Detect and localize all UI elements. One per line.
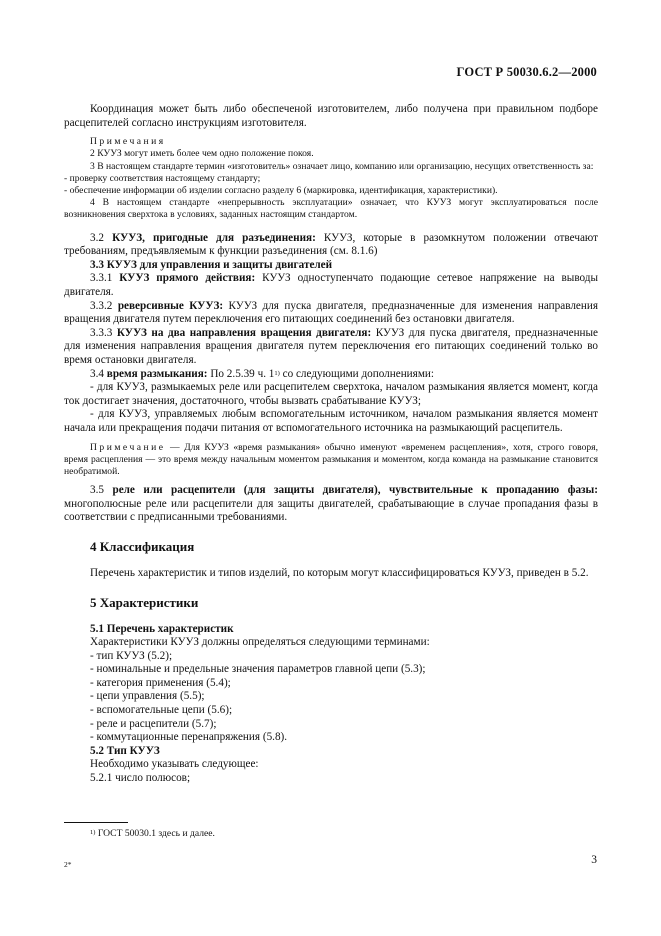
section-5-1-title: 5.1 Перечень характеристик (90, 622, 234, 635)
definition-3-4-bullet-1: - для КУУЗ, размыкаемых реле или расцепителем сверхтока, началом размыкания является момент, когда ток достигает значения, достаточного, чтобы вызвать срабатывание КУУЗ; (64, 381, 598, 407)
definition-3-4: 3.4 время размыкания: По 2.5.39 ч. 1$^{1)}$ со следующими дополнениями: (90, 367, 434, 380)
term-3-3-3: КУУЗ на два направления вращения двигателя: (116, 326, 372, 339)
section-5-heading: 5 Характеристики (90, 594, 199, 610)
footnote-ref: 1) (274, 369, 280, 377)
definition-3-2: 3.2 КУУЗ, пригодные для разъединения: КУУЗ, которые в разомкнутом положении отвечают требованиям, предъявляемым к функции разъединения (см. 8.1.6) (64, 231, 599, 258)
list-item: - номинальные и предельные значения параметров главной цепи (5.3); (90, 663, 426, 676)
sheet-mark: 2* (64, 860, 72, 869)
section-5-1-text: Характеристики КУУЗ должны определяться следующими терминами: (90, 636, 430, 649)
standard-code: ГОСТ Р 50030.6.2—2000 (456, 65, 597, 79)
page-number: 3 (591, 854, 597, 866)
note-3-bullet-1: - проверку соответствия настоящему стандарту; (64, 172, 261, 184)
note-3-4: Примечание — Для КУУЗ «время размыкания» обычно именуют «временем расцепления», хотя, строго говоря, время расцепления — это время между начальным моментом размыкания и моментом, когда команда на размыкание становится необратимой. (64, 441, 598, 477)
note-3: 3 В настоящем стандарте термин «изготовитель» означает лицо, компанию или организацию, несущих ответственность за: (90, 160, 594, 172)
footnote-divider (64, 822, 128, 823)
definition-3-3-1: 3.3.1 КУУЗ прямого действия: КУУЗ одноступенчато подающие сетевое напряжение на выводы двигателя. (64, 272, 598, 298)
section-3-3-title: 3.3 КУУЗ для управления и защиты двигателей (90, 258, 333, 271)
definition-3-3-3: 3.3.3 КУУЗ на два направления вращения двигателя: КУУЗ для пуска двигателя, предназначенные для изменения направления вращения двигателя путем переключения его питающих соединений только во время остановки двигателя. (64, 326, 599, 366)
list-item: - категория применения (5.4); (90, 676, 231, 689)
definition-3-4-bullet-2: - для КУУЗ, управляемых любым вспомогательным источником, началом размыкания является момент начала или прекращения подачи питания от вспомогательного источника на размыкающий расцепитель. (64, 408, 598, 434)
definition-3-5: 3.5 реле или расцепители (для защиты двигателя), чувствительные к пропаданию фазы: многополюсные реле или расцепители для защиты двигателей, срабатывающие в случае пропадания фазы в соответствии с предписанными требованиями. (64, 484, 598, 524)
term-3-4: время размыкания: (106, 367, 208, 380)
note-2: 2 КУУЗ могут иметь более чем одно положение покоя. (90, 148, 314, 160)
notes-title: Примечания (90, 136, 166, 148)
section-5-2-text: Необходимо указывать следующее: (90, 758, 259, 771)
note-3-bullet-2: - обеспечение информации об изделии согласно разделу 6 (маркировка, идентификация, характеристики). (64, 185, 498, 196)
section-4-text: Перечень характеристик и типов изделий, по которым могут классифицироваться КУУЗ, приведен в 5.2. (90, 566, 589, 579)
section-5-2-1: 5.2.1 число полюсов; (90, 772, 191, 785)
term-3-2: КУУЗ, пригодные для разъединения: (112, 231, 316, 244)
list-item: - вспомогательные цепи (5.6); (90, 704, 233, 717)
section-5-2-title: 5.2 Тип КУУЗ (90, 744, 160, 757)
note-4: 4 В настоящем стандарте «непрерывность эксплуатации» означает, что КУУЗ могут эксплуатироваться после возникновения сверхтока в условиях, заданных настоящим стандартом. (64, 197, 598, 221)
term-3-3-2: реверсивные КУУЗ: (117, 299, 224, 312)
intro-paragraph: Координация может быть либо обеспеченой изготовителем, либо получена при правильном подборе расцепителей согласно инструкциям изготовителя. (64, 103, 598, 129)
list-item: - коммутационные перенапряжения (5.8). (90, 731, 288, 744)
section-4-heading: 4 Классификация (90, 538, 195, 554)
term-3-5: реле или расцепители (для защиты двигателя), чувствительные к пропаданию фазы: (112, 484, 598, 497)
list-item: - тип КУУЗ (5.2); (90, 649, 173, 662)
term-3-3-1: КУУЗ прямого действия: (119, 272, 256, 285)
notes-block (64, 136, 598, 221)
page-content (64, 103, 598, 786)
list-item: - реле и расцепители (5.7); (90, 717, 217, 730)
list-item: - цепи управления (5.5); (90, 690, 205, 703)
definition-3-3-2: 3.3.2 реверсивные КУУЗ: КУУЗ для пуска двигателя, предназначенные для изменения направления вращения двигателя путем переключения его питающих соединений без остановки двигателя. (64, 299, 599, 326)
footnote: $^{1)}$ ГОСТ 50030.1 здесь и далее. (90, 828, 215, 839)
